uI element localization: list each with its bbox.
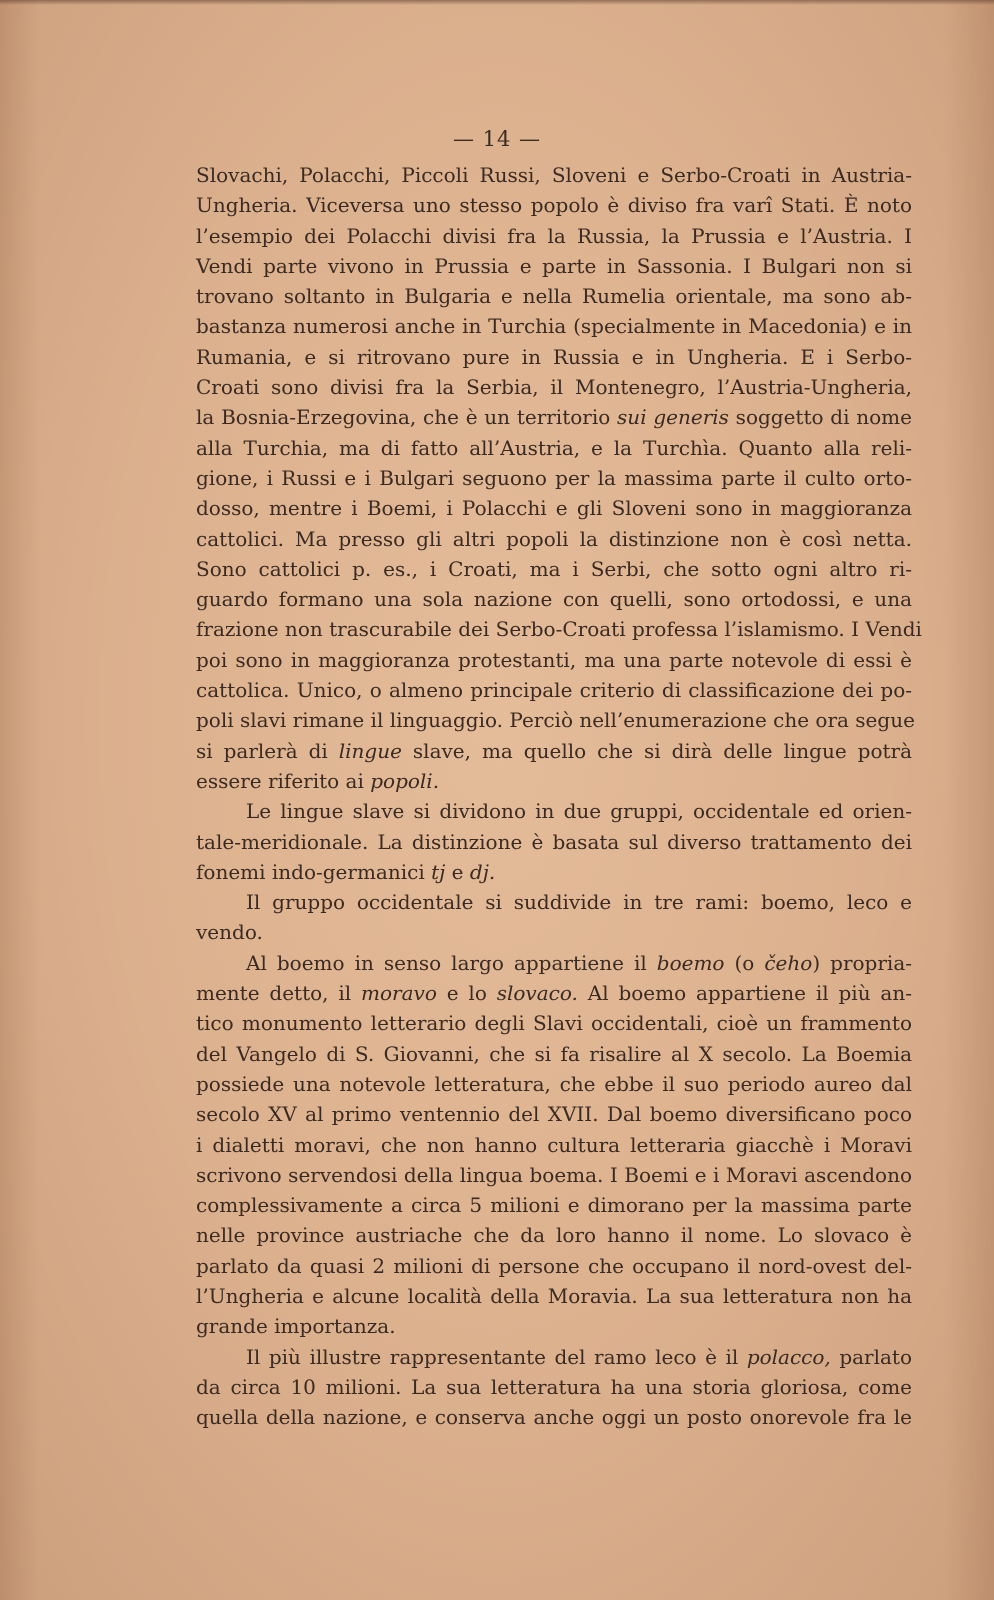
text-line xyxy=(196,857,912,887)
text-segment: tale-meridionale. La distinzione è basata sul diverso trattamento dei xyxy=(196,829,912,854)
text-segment: Vendi parte vivono in Prussia e parte in Sassonia. I Bulgari non si xyxy=(196,253,912,278)
text-segment: Il più illustre rappresentante del ramo leco è il xyxy=(246,1344,747,1369)
text-segment: parlato xyxy=(830,1344,913,1369)
text-segment: complessivamente a circa 5 milioni e dimorano per la massima parte xyxy=(196,1193,912,1218)
text-segment: Slovachi, Polacchi, Piccoli Russi, Sloveni e Serbo-Croati in Austria- xyxy=(196,163,912,187)
italic-term: čeho xyxy=(764,950,813,975)
italic-term: lingue xyxy=(338,738,402,763)
text-line xyxy=(196,1190,912,1220)
text-segment: soggetto di nome xyxy=(728,405,912,430)
text-segment: nelle province austriache che da loro hanno il nome. Lo slovaco è xyxy=(196,1223,912,1248)
text-segment: bastanza numerosi anche in Turchia (specialmente in Macedonia) e in xyxy=(196,314,912,339)
text-line xyxy=(196,1220,912,1250)
text-segment: e xyxy=(445,859,470,884)
italic-term: polacco, xyxy=(746,1344,831,1369)
text-segment: grande importanza. xyxy=(196,1314,396,1339)
text-segment: Al boemo in senso largo appartiene il xyxy=(246,950,657,975)
text-line xyxy=(196,1039,912,1069)
text-line xyxy=(196,887,912,917)
text-segment: del Vangelo di S. Giovanni, che si fa risalire al X secolo. La Boemia xyxy=(196,1041,912,1066)
text-segment: i dialetti moravi, che non hanno cultura letteraria giacchè i Moravi xyxy=(196,1132,912,1157)
text-line xyxy=(196,614,922,644)
text-line xyxy=(196,281,912,311)
text-segment: quella della nazione, e conserva anche oggi un posto onorevole fra le xyxy=(196,1405,912,1430)
text-line xyxy=(196,1160,912,1190)
text-line xyxy=(196,463,912,493)
text-segment: Sono cattolici p. es., i Croati, ma i Serbi, che sotto ogni altro ri- xyxy=(196,556,912,581)
text-segment: e lo xyxy=(436,981,497,1006)
text-segment: Il gruppo occidentale si suddivide in tre rami: boemo, leco e xyxy=(246,890,912,915)
text-line xyxy=(196,736,912,766)
text-segment: dosso, mentre i Boemi, i Polacchi e gli Sloveni sono in maggioranza xyxy=(196,496,912,521)
text-segment: possiede una notevole letteratura, che ebbe il suo periodo aureo dal xyxy=(196,1071,912,1096)
text-segment: l’esempio dei Polacchi divisi fra la Russia, la Prussia e l’Austria. I xyxy=(196,223,912,248)
text-segment: si parlerà di xyxy=(196,738,339,763)
text-line xyxy=(196,1008,912,1038)
italic-term: slovaco. xyxy=(496,981,578,1006)
text-line xyxy=(196,1342,912,1372)
text-line xyxy=(196,1402,912,1432)
text-segment: cattolica. Unico, o almeno principale criterio di classificazione dei po- xyxy=(196,678,912,703)
text-segment: essere riferito ai xyxy=(196,768,371,793)
text-segment: trovano soltanto in Bulgaria e nella Rumelia orientale, ma sono ab- xyxy=(196,284,912,309)
text-segment: guardo formano una sola nazione con quelli, sono ortodossi, e una xyxy=(196,587,912,612)
text-segment: Al boemo appartiene il più an- xyxy=(577,981,912,1006)
text-segment: Croati sono divisi fra la Serbia, il Montenegro, l’Austria-Ungheria, xyxy=(196,375,912,400)
text-segment: Ungheria. Viceversa uno stesso popolo è diviso fra varî Stati. È noto xyxy=(196,193,912,218)
italic-term: boemo xyxy=(656,950,725,975)
italic-term: popoli. xyxy=(370,768,440,793)
text-line xyxy=(196,311,912,341)
italic-term: tj xyxy=(431,859,446,884)
text-line xyxy=(196,978,912,1008)
text-segment: secolo XV al primo ventennio del XVII. Dal boemo diversificano poco xyxy=(196,1102,912,1127)
text-segment: parlato da quasi 2 milioni di persone che occupano il nord-ovest del- xyxy=(196,1253,912,1278)
text-line xyxy=(196,221,912,251)
body-text xyxy=(196,160,922,1432)
text-segment: da circa 10 milioni. La sua letteratura ha una storia gloriosa, come xyxy=(196,1374,912,1399)
text-segment: Le lingue slave si dividono in due gruppi, occidentale ed orien- xyxy=(246,799,912,824)
text-line xyxy=(196,1281,912,1311)
text-segment: cattolici. Ma presso gli altri popoli la distinzione non è così netta. xyxy=(196,526,912,551)
italic-term: moravo xyxy=(361,981,437,1006)
text-line xyxy=(196,705,915,735)
text-line xyxy=(196,1311,912,1341)
text-segment: scrivono servendosi della lingua boema. I Boemi e i Moravi ascendono xyxy=(196,1162,912,1187)
text-segment: vendo. xyxy=(196,920,263,945)
text-segment: poli slavi rimane il linguaggio. Perciò nell’enumerazione che ora segue xyxy=(196,708,915,733)
text-segment: fonemi indo-germanici xyxy=(196,859,432,884)
text-segment: Rumania, e si ritrovano pure in Russia e in Ungheria. E i Serbo- xyxy=(196,344,912,369)
italic-term: sui generis xyxy=(617,405,729,430)
text-line xyxy=(196,160,912,190)
text-segment: frazione non trascurabile dei Serbo-Croati professa l’islamismo. I Vendi xyxy=(196,617,922,642)
text-line xyxy=(196,372,912,402)
text-line xyxy=(196,948,912,978)
text-segment: ) propria- xyxy=(812,950,912,975)
text-segment: alla Turchia, ma di fatto all’Austria, e la Turchìa. Quanto alla reli- xyxy=(196,435,912,460)
text-line xyxy=(196,190,912,220)
text-line xyxy=(196,1372,912,1402)
text-line xyxy=(196,402,912,432)
text-segment: tico monumento letterario degli Slavi occidentali, cioè un frammento xyxy=(196,1011,912,1036)
text-line xyxy=(196,827,912,857)
text-segment: slave, ma quello che si dirà delle lingue potrà xyxy=(401,738,913,763)
text-segment: la Bosnia-Erzegovina, che è un territorio xyxy=(196,405,618,430)
text-line xyxy=(196,251,912,281)
text-line xyxy=(196,493,912,523)
text-line xyxy=(196,524,912,554)
page-top-edge xyxy=(0,0,994,5)
text-segment: l’Ungheria e alcune località della Moravia. La sua letteratura non ha xyxy=(196,1283,912,1308)
text-line xyxy=(196,554,912,584)
text-line xyxy=(196,584,912,614)
text-line xyxy=(196,796,912,826)
text-line xyxy=(196,433,912,463)
text-line xyxy=(196,645,912,675)
text-line xyxy=(196,766,912,796)
text-line xyxy=(196,1069,912,1099)
text-line xyxy=(196,1099,912,1129)
text-line xyxy=(196,342,912,372)
text-segment: mente detto, il xyxy=(196,981,362,1006)
text-segment: (o xyxy=(724,950,765,975)
page-number: — 14 — xyxy=(452,127,542,151)
text-line xyxy=(196,1251,912,1281)
text-segment: gione, i Russi e i Bulgari seguono per la massima parte il culto orto- xyxy=(196,465,912,490)
text-segment: poi sono in maggioranza protestanti, ma una parte notevole di essi è xyxy=(196,647,912,672)
text-line xyxy=(196,1130,912,1160)
text-line xyxy=(196,675,912,705)
italic-term: dj. xyxy=(469,859,496,884)
text-line xyxy=(196,917,912,947)
